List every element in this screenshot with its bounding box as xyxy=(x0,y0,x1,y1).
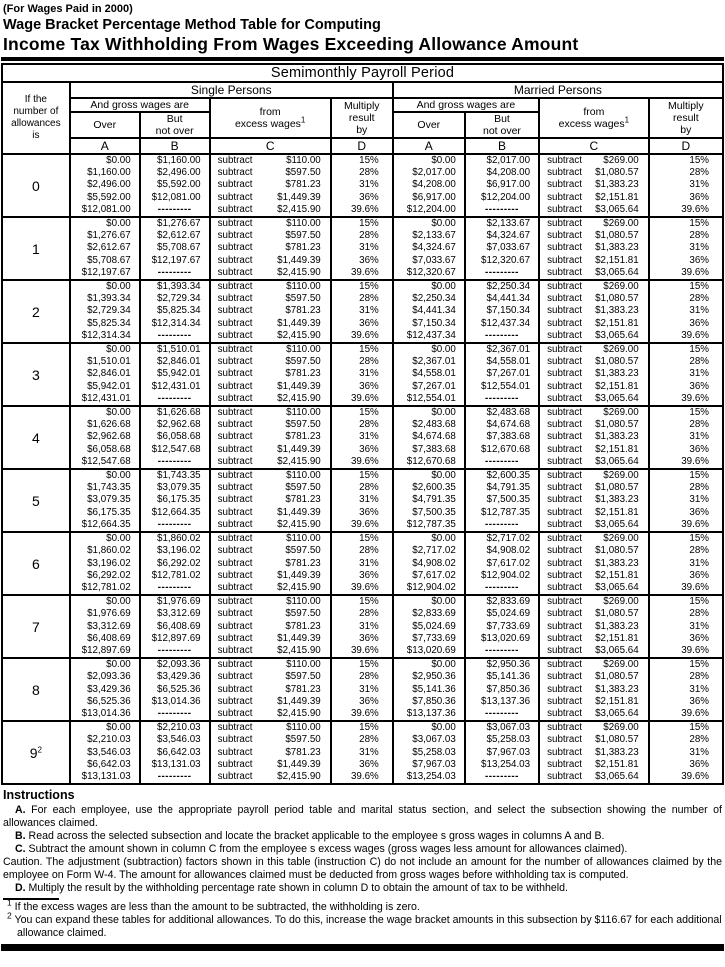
wages-paid-year-note: (For Wages Paid in 2000) xyxy=(3,3,133,15)
single-but-not-over-header: But not over xyxy=(140,112,210,138)
married-over-amounts: $0.00 $2,717.02 $4,908.02 $7,617.02 $12,904.02 xyxy=(393,532,465,595)
single-gross-wages-header: And gross wages are xyxy=(70,98,210,112)
married-subtract-amounts: subtract $269.00 subtract $1,080.57 subtract $1,383.23 subtract $2,151.81 subtract $3,065.64 xyxy=(539,658,649,721)
married-subtract-amounts: subtract $269.00 subtract $1,080.57 subtract $1,383.23 subtract $2,151.81 subtract $3,065.64 xyxy=(539,217,649,280)
married-but-not-over-amounts: $2,717.02 $4,908.02 $7,617.02 $12,904.02 --------- xyxy=(465,532,539,595)
instruction-item: B. Read across the selected subsection and locate the bracket applicable to the employee s gross wages in columns A and B. xyxy=(15,830,605,843)
married-rate-values: 15% 28% 31% 36% 39.6% xyxy=(649,280,723,343)
married-column-letter-a: A xyxy=(393,138,465,154)
single-rate-values: 15% 28% 31% 36% 39.6% xyxy=(331,532,393,595)
footnote-marker: 1 xyxy=(7,897,12,908)
single-persons-section-header: Single Persons xyxy=(70,82,393,98)
single-rate-values: 15% 28% 31% 36% 39.6% xyxy=(331,658,393,721)
title-divider xyxy=(1,57,724,61)
instruction-label: A. xyxy=(15,804,26,817)
single-rate-values: 15% 28% 31% 36% 39.6% xyxy=(331,721,393,784)
single-subtract-amounts: subtract $110.00 subtract $597.50 subtract $781.23 subtract $1,449.39 subtract $2,415.90 xyxy=(210,343,331,406)
allowance-row xyxy=(2,406,723,469)
married-persons-section-header: Married Persons xyxy=(393,82,723,98)
footnote-marker: 2 xyxy=(7,910,12,921)
instruction-label: B. xyxy=(15,830,26,843)
single-subtract-amounts: subtract $110.00 subtract $597.50 subtract $781.23 subtract $1,449.39 subtract $2,415.90 xyxy=(210,154,331,217)
married-rate-values: 15% 28% 31% 36% 39.6% xyxy=(649,406,723,469)
allowance-row xyxy=(2,595,723,658)
married-over-amounts: $0.00 $2,133.67 $4,324.67 $7,033.67 $12,320.67 xyxy=(393,217,465,280)
married-but-not-over-amounts: $2,017.00 $4,208.00 $6,917.00 $12,204.00 --------- xyxy=(465,154,539,217)
document-title-line1: Wage Bracket Percentage Method Table for Computing xyxy=(3,17,381,33)
allowance-count: 1 xyxy=(2,217,70,280)
single-excess-wages-header: from excess wages$^1$ xyxy=(210,98,331,138)
single-rate-values: 15% 28% 31% 36% 39.6% xyxy=(331,217,393,280)
married-rate-values: 15% 28% 31% 36% 39.6% xyxy=(649,658,723,721)
allowance-row xyxy=(2,721,723,784)
married-column-letter-d: D xyxy=(649,138,723,154)
married-but-not-over-amounts: $2,950.36 $5,141.36 $7,850.36 $13,137.36 --------- xyxy=(465,658,539,721)
allowance-row xyxy=(2,469,723,532)
payroll-period-title: Semimonthly Payroll Period xyxy=(2,64,723,82)
married-over-amounts: $0.00 $2,367.01 $4,558.01 $7,267.01 $12,554.01 xyxy=(393,343,465,406)
single-but-not-over-amounts: $1,976.69 $3,312.69 $6,408.69 $12,897.69 --------- xyxy=(140,595,210,658)
single-but-not-over-amounts: $2,093.36 $3,429.36 $6,525.36 $13,014.36 --------- xyxy=(140,658,210,721)
single-rate-values: 15% 28% 31% 36% 39.6% xyxy=(331,406,393,469)
married-rate-values: 15% 28% 31% 36% 39.6% xyxy=(649,595,723,658)
married-subtract-amounts: subtract $269.00 subtract $1,080.57 subtract $1,383.23 subtract $2,151.81 subtract $3,065.64 xyxy=(539,154,649,217)
married-subtract-amounts: subtract $269.00 subtract $1,080.57 subtract $1,383.23 subtract $2,151.81 subtract $3,065.64 xyxy=(539,280,649,343)
single-subtract-amounts: subtract $110.00 subtract $597.50 subtract $781.23 subtract $1,449.39 subtract $2,415.90 xyxy=(210,280,331,343)
single-column-letter-c: C xyxy=(210,138,331,154)
allowance-count: 3 xyxy=(2,343,70,406)
document-title-line2: Income Tax Withholding From Wages Exceeding Allowance Amount xyxy=(3,34,579,54)
footnote-item: $^2$ You can expand these tables for additional allowances. To do this, increase the wage bracket amounts in this subsection by $116.67 for each additional allowance claimed. xyxy=(7,910,722,940)
allowance-count: 2 xyxy=(2,280,70,343)
single-over-amounts: $0.00 $1,626.68 $2,962.68 $6,058.68 $12,547.68 xyxy=(70,406,140,469)
single-over-amounts: $0.00 $1,976.69 $3,312.69 $6,408.69 $12,897.69 xyxy=(70,595,140,658)
allowance-row xyxy=(2,532,723,595)
married-but-not-over-amounts: $3,067.03 $5,258.03 $7,967.03 $13,254.03 --------- xyxy=(465,721,539,784)
title-block xyxy=(1,2,724,55)
footnote-marker-1: 1 xyxy=(300,115,306,125)
single-rate-values: 15% 28% 31% 36% 39.6% xyxy=(331,469,393,532)
allowance-row xyxy=(2,343,723,406)
single-but-not-over-amounts: $2,210.03 $3,546.03 $6,642.03 $13,131.03 --------- xyxy=(140,721,210,784)
married-but-not-over-amounts: $2,133.67 $4,324.67 $7,033.67 $12,320.67 --------- xyxy=(465,217,539,280)
footnote-item: $^1$ If the excess wages are less than the amount to be subtracted, the withholding is zero. xyxy=(7,897,420,914)
married-over-amounts: $0.00 $2,833.69 $5,024.69 $7,733.69 $13,020.69 xyxy=(393,595,465,658)
instruction-item: A. For each employee, use the appropriate payroll period table and marital status section, and select the subsection showing the number of allowances claimed. xyxy=(3,804,722,830)
instruction-label: Caution. xyxy=(3,856,43,869)
single-column-letter-b: B xyxy=(140,138,210,154)
single-over-amounts: $0.00 $2,093.36 $3,429.36 $6,525.36 $13,014.36 xyxy=(70,658,140,721)
single-but-not-over-amounts: $1,393.34 $2,729.34 $5,825.34 $12,314.34 --------- xyxy=(140,280,210,343)
single-over-amounts: $0.00 $1,860.02 $3,196.02 $6,292.02 $12,781.02 xyxy=(70,532,140,595)
married-subtract-amounts: subtract $269.00 subtract $1,080.57 subtract $1,383.23 subtract $2,151.81 subtract $3,065.64 xyxy=(539,595,649,658)
married-but-not-over-amounts: $2,833.69 $5,024.69 $7,733.69 $13,020.69 --------- xyxy=(465,595,539,658)
married-multiply-header: Multiply result by xyxy=(649,98,723,138)
instructions-section xyxy=(1,785,724,940)
married-excess-wages-header: from excess wages$^1$ xyxy=(539,98,649,138)
footnote-marker-1: 1 xyxy=(624,115,630,125)
single-subtract-amounts: subtract $110.00 subtract $597.50 subtract $781.23 subtract $1,449.39 subtract $2,415.90 xyxy=(210,595,331,658)
allowance-row xyxy=(2,280,723,343)
married-subtract-amounts: subtract $269.00 subtract $1,080.57 subtract $1,383.23 subtract $2,151.81 subtract $3,065.64 xyxy=(539,343,649,406)
allowance-count: 6 xyxy=(2,532,70,595)
married-but-not-over-amounts: $2,600.35 $4,791.35 $7,500.35 $12,787.35 --------- xyxy=(465,469,539,532)
married-subtract-amounts: subtract $269.00 subtract $1,080.57 subtract $1,383.23 subtract $2,151.81 subtract $3,065.64 xyxy=(539,406,649,469)
married-column-letter-c: C xyxy=(539,138,649,154)
married-over-amounts: $0.00 $2,017.00 $4,208.00 $6,917.00 $12,204.00 xyxy=(393,154,465,217)
married-but-not-over-amounts: $2,483.68 $4,674.68 $7,383.68 $12,670.68 --------- xyxy=(465,406,539,469)
single-but-not-over-amounts: $1,743.35 $3,079.35 $6,175.35 $12,664.35 --------- xyxy=(140,469,210,532)
single-over-amounts: $0.00 $1,510.01 $2,846.01 $5,942.01 $12,431.01 xyxy=(70,343,140,406)
married-column-letter-b: B xyxy=(465,138,539,154)
single-but-not-over-amounts: $1,860.02 $3,196.02 $6,292.02 $12,781.02 --------- xyxy=(140,532,210,595)
married-but-not-over-amounts: $2,367.01 $4,558.01 $7,267.01 $12,554.01 --------- xyxy=(465,343,539,406)
bottom-rule xyxy=(1,944,724,951)
single-but-not-over-amounts: $1,510.01 $2,846.01 $5,942.01 $12,431.01 --------- xyxy=(140,343,210,406)
single-over-amounts: $0.00 $1,160.00 $2,496.00 $5,592.00 $12,081.00 xyxy=(70,154,140,217)
married-over-amounts: $0.00 $2,250.34 $4,441.34 $7,150.34 $12,437.34 xyxy=(393,280,465,343)
married-over-amounts: $0.00 $2,600.35 $4,791.35 $7,500.35 $12,787.35 xyxy=(393,469,465,532)
married-over-amounts: $0.00 $2,483.68 $4,674.68 $7,383.68 $12,670.68 xyxy=(393,406,465,469)
married-but-not-over-amounts: $2,250.34 $4,441.34 $7,150.34 $12,437.34 --------- xyxy=(465,280,539,343)
married-subtract-amounts: subtract $269.00 subtract $1,080.57 subtract $1,383.23 subtract $2,151.81 subtract $3,065.64 xyxy=(539,532,649,595)
instructions-title: Instructions xyxy=(3,788,75,803)
instruction-item: D. Multiply the result by the withholding percentage rate shown in column D to obtain the amount of tax to be withheld. xyxy=(15,882,568,895)
married-rate-values: 15% 28% 31% 36% 39.6% xyxy=(649,532,723,595)
single-multiply-header: Multiply result by xyxy=(331,98,393,138)
instruction-label: D. xyxy=(15,882,26,895)
single-rate-values: 15% 28% 31% 36% 39.6% xyxy=(331,595,393,658)
single-subtract-amounts: subtract $110.00 subtract $597.50 subtract $781.23 subtract $1,449.39 subtract $2,415.90 xyxy=(210,217,331,280)
allowance-count: $9^2$ xyxy=(2,721,70,784)
single-over-amounts: $0.00 $1,276.67 $2,612.67 $5,708.67 $12,197.67 xyxy=(70,217,140,280)
married-over-header: Over xyxy=(393,112,465,138)
instructions-list xyxy=(3,804,722,895)
single-over-amounts: $0.00 $1,393.34 $2,729.34 $5,825.34 $12,314.34 xyxy=(70,280,140,343)
single-rate-values: 15% 28% 31% 36% 39.6% xyxy=(331,343,393,406)
single-subtract-amounts: subtract $110.00 subtract $597.50 subtract $781.23 subtract $1,449.39 subtract $2,415.90 xyxy=(210,532,331,595)
table-body xyxy=(2,154,723,784)
single-over-amounts: $0.00 $1,743.35 $3,079.35 $6,175.35 $12,664.35 xyxy=(70,469,140,532)
instruction-item: C. Subtract the amount shown in column C from the employee s excess wages (gross wages less amount for allowances claimed). xyxy=(15,843,628,856)
wage-bracket-table xyxy=(1,63,724,785)
single-but-not-over-amounts: $1,160.00 $2,496.00 $5,592.00 $12,081.00 --------- xyxy=(140,154,210,217)
instruction-label: C. xyxy=(15,843,26,856)
single-but-not-over-amounts: $1,276.67 $2,612.67 $5,708.67 $12,197.67 --------- xyxy=(140,217,210,280)
married-gross-wages-header: And gross wages are xyxy=(393,98,539,112)
single-over-amounts: $0.00 $2,210.03 $3,546.03 $6,642.03 $13,131.03 xyxy=(70,721,140,784)
single-but-not-over-amounts: $1,626.68 $2,962.68 $6,058.68 $12,547.68 --------- xyxy=(140,406,210,469)
single-column-letter-d: D xyxy=(331,138,393,154)
married-over-amounts: $0.00 $3,067.03 $5,258.03 $7,967.03 $13,254.03 xyxy=(393,721,465,784)
single-subtract-amounts: subtract $110.00 subtract $597.50 subtract $781.23 subtract $1,449.39 subtract $2,415.90 xyxy=(210,658,331,721)
married-rate-values: 15% 28% 31% 36% 39.6% xyxy=(649,343,723,406)
married-rate-values: 15% 28% 31% 36% 39.6% xyxy=(649,154,723,217)
allowance-row xyxy=(2,154,723,217)
single-over-header: Over xyxy=(70,112,140,138)
married-rate-values: 15% 28% 31% 36% 39.6% xyxy=(649,469,723,532)
married-but-not-over-header: But not over xyxy=(465,112,539,138)
allowance-count: 5 xyxy=(2,469,70,532)
married-rate-values: 15% 28% 31% 36% 39.6% xyxy=(649,217,723,280)
footnotes-list xyxy=(3,897,722,940)
married-subtract-amounts: subtract $269.00 subtract $1,080.57 subtract $1,383.23 subtract $2,151.81 subtract $3,065.64 xyxy=(539,721,649,784)
single-rate-values: 15% 28% 31% 36% 39.6% xyxy=(331,280,393,343)
allowances-column-header: If the number of allowances is xyxy=(2,82,70,154)
instruction-item: Caution. The adjustment (subtraction) factors shown in this table (instruction C) do not include an amount for the number of allowances claimed by the employee on Form W-4. The amount for allowances claimed must be deducted from gross wages before withholding tax is computed. xyxy=(3,856,722,882)
allowance-count: 4 xyxy=(2,406,70,469)
allowance-count: 7 xyxy=(2,595,70,658)
allowance-row xyxy=(2,658,723,721)
single-subtract-amounts: subtract $110.00 subtract $597.50 subtract $781.23 subtract $1,449.39 subtract $2,415.90 xyxy=(210,469,331,532)
married-subtract-amounts: subtract $269.00 subtract $1,080.57 subtract $1,383.23 subtract $2,151.81 subtract $3,065.64 xyxy=(539,469,649,532)
allowance-count: 0 xyxy=(2,154,70,217)
allowance-row xyxy=(2,217,723,280)
single-column-letter-a: A xyxy=(70,138,140,154)
single-rate-values: 15% 28% 31% 36% 39.6% xyxy=(331,154,393,217)
single-subtract-amounts: subtract $110.00 subtract $597.50 subtract $781.23 subtract $1,449.39 subtract $2,415.90 xyxy=(210,721,331,784)
married-over-amounts: $0.00 $2,950.36 $5,141.36 $7,850.36 $13,137.36 xyxy=(393,658,465,721)
single-subtract-amounts: subtract $110.00 subtract $597.50 subtract $781.23 subtract $1,449.39 subtract $2,415.90 xyxy=(210,406,331,469)
married-rate-values: 15% 28% 31% 36% 39.6% xyxy=(649,721,723,784)
allowance-count: 8 xyxy=(2,658,70,721)
